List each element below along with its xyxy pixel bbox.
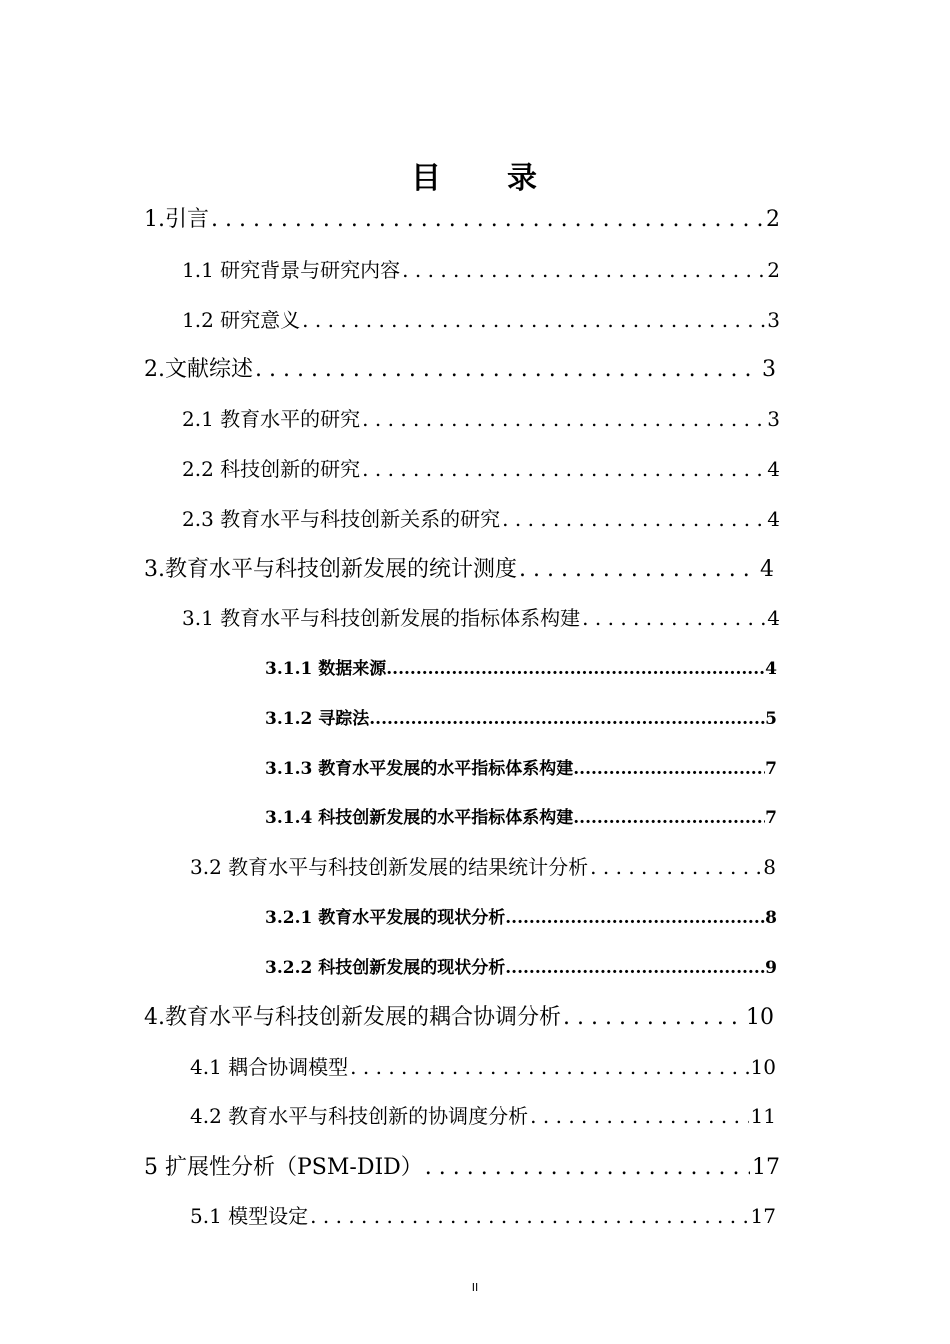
toc-entry-label: 4.1 耦合协调模型	[190, 1055, 349, 1079]
toc-entry-page: 4	[767, 507, 780, 531]
toc-entry-page: 9	[765, 958, 777, 978]
toc-leader	[573, 759, 765, 779]
toc-entry[interactable]	[182, 254, 780, 283]
toc-leader	[530, 1104, 748, 1128]
toc-entry[interactable]	[265, 754, 777, 779]
toc-leader	[505, 908, 765, 928]
toc-entry-page: 3	[767, 407, 780, 431]
toc-leader	[425, 1155, 750, 1180]
toc-entry-label: 3.1.2 寻踪法	[265, 709, 370, 729]
toc-leader	[502, 507, 765, 531]
toc-entry-page: 2	[766, 207, 780, 232]
toc-entry[interactable]	[190, 1051, 776, 1080]
toc-entry-label: 3.2 教育水平与科技创新发展的结果统计分析	[190, 855, 589, 879]
toc-entry-label: 3.2.1 教育水平发展的现状分析	[265, 908, 506, 928]
toc-entry-page: 7	[765, 759, 777, 779]
toc-entry[interactable]	[182, 453, 780, 482]
toc-entry[interactable]	[182, 403, 780, 432]
toc-leader	[590, 855, 761, 879]
toc-entry-label: 1.2 研究意义	[182, 308, 301, 332]
toc-entry[interactable]	[190, 1100, 776, 1129]
toc-entry[interactable]	[190, 1200, 776, 1229]
toc-leader	[402, 258, 765, 282]
toc-title: 目 录	[411, 161, 539, 196]
toc-entry-label: 1.引言	[144, 207, 209, 232]
toc-leader	[211, 207, 764, 232]
toc-leader	[362, 457, 765, 481]
toc-entry-page: 10	[746, 1005, 774, 1030]
toc-entry-label: 3.2.2 科技创新发展的现状分析	[265, 958, 506, 978]
toc-entry-label: 2.2 科技创新的研究	[182, 457, 361, 481]
toc-entry-label: 2.1 教育水平的研究	[182, 407, 361, 431]
toc-entry-label: 4.教育水平与科技创新发展的耦合协调分析	[144, 1005, 561, 1030]
toc-leader	[369, 709, 765, 729]
toc-entry-label: 2.文献综述	[144, 357, 253, 382]
toc-entry[interactable]	[182, 503, 780, 532]
toc-entry-label: 3.1.3 教育水平发展的水平指标体系构建	[265, 759, 574, 779]
toc-entry[interactable]	[144, 1000, 774, 1031]
toc-leader	[573, 808, 765, 828]
toc-entry-label: 3.1.1 数据来源	[265, 659, 387, 679]
toc-entry[interactable]	[182, 304, 780, 333]
toc-entry-page: 10	[750, 1055, 776, 1079]
toc-entry-page: 11	[750, 1104, 776, 1128]
toc-entry-label: 4.2 教育水平与科技创新的协调度分析	[190, 1104, 529, 1128]
toc-entry[interactable]	[144, 552, 774, 583]
toc-entry[interactable]	[190, 851, 776, 880]
toc-entry[interactable]	[265, 953, 777, 978]
toc-entry-page: 5	[765, 709, 777, 729]
toc-leader	[302, 308, 765, 332]
toc-entry-page: 4	[760, 557, 774, 582]
toc-entry[interactable]	[144, 202, 780, 233]
toc-entry-label: 3.教育水平与科技创新发展的统计测度	[144, 557, 517, 582]
toc-entry[interactable]	[265, 803, 777, 828]
toc-leader	[582, 606, 765, 630]
toc-entry-page: 3	[762, 357, 776, 382]
toc-leader	[350, 1055, 748, 1079]
toc-entry-page: 17	[752, 1155, 780, 1180]
toc-entry-page: 4	[765, 659, 777, 679]
toc-entry-page: 3	[767, 308, 780, 332]
toc-leader	[310, 1204, 748, 1228]
toc-entry-page: 7	[765, 808, 777, 828]
toc-entry-label: 3.1 教育水平与科技创新发展的指标体系构建	[182, 606, 581, 630]
toc-entry[interactable]	[144, 352, 776, 383]
toc-entry-page: 4	[767, 457, 780, 481]
toc-entry-label: 5.1 模型设定	[190, 1204, 309, 1228]
toc-leader	[386, 659, 765, 679]
toc-leader	[505, 958, 765, 978]
toc-entry-page: 4	[767, 606, 780, 630]
toc-leader	[563, 1005, 744, 1030]
toc-entry-page: 17	[750, 1204, 776, 1228]
toc-entry[interactable]	[265, 903, 777, 928]
page-number: II	[471, 1281, 479, 1294]
toc-entry-label: 2.3 教育水平与科技创新关系的研究	[182, 507, 501, 531]
toc-leader	[362, 407, 765, 431]
toc-entry-page: 8	[765, 908, 777, 928]
toc-entry[interactable]	[182, 602, 780, 631]
toc-entry[interactable]	[144, 1150, 780, 1181]
toc-leader	[519, 557, 758, 582]
toc-entry-label: 5 扩展性分析（PSM-DID）	[144, 1155, 423, 1180]
toc-entry[interactable]	[265, 654, 777, 679]
toc-entry-label: 1.1 研究背景与研究内容	[182, 258, 401, 282]
toc-leader	[255, 357, 760, 382]
toc-entry[interactable]	[265, 704, 777, 729]
toc-entry-page: 8	[763, 855, 776, 879]
toc-entry-page: 2	[767, 258, 780, 282]
toc-entry-label: 3.1.4 科技创新发展的水平指标体系构建	[265, 808, 574, 828]
